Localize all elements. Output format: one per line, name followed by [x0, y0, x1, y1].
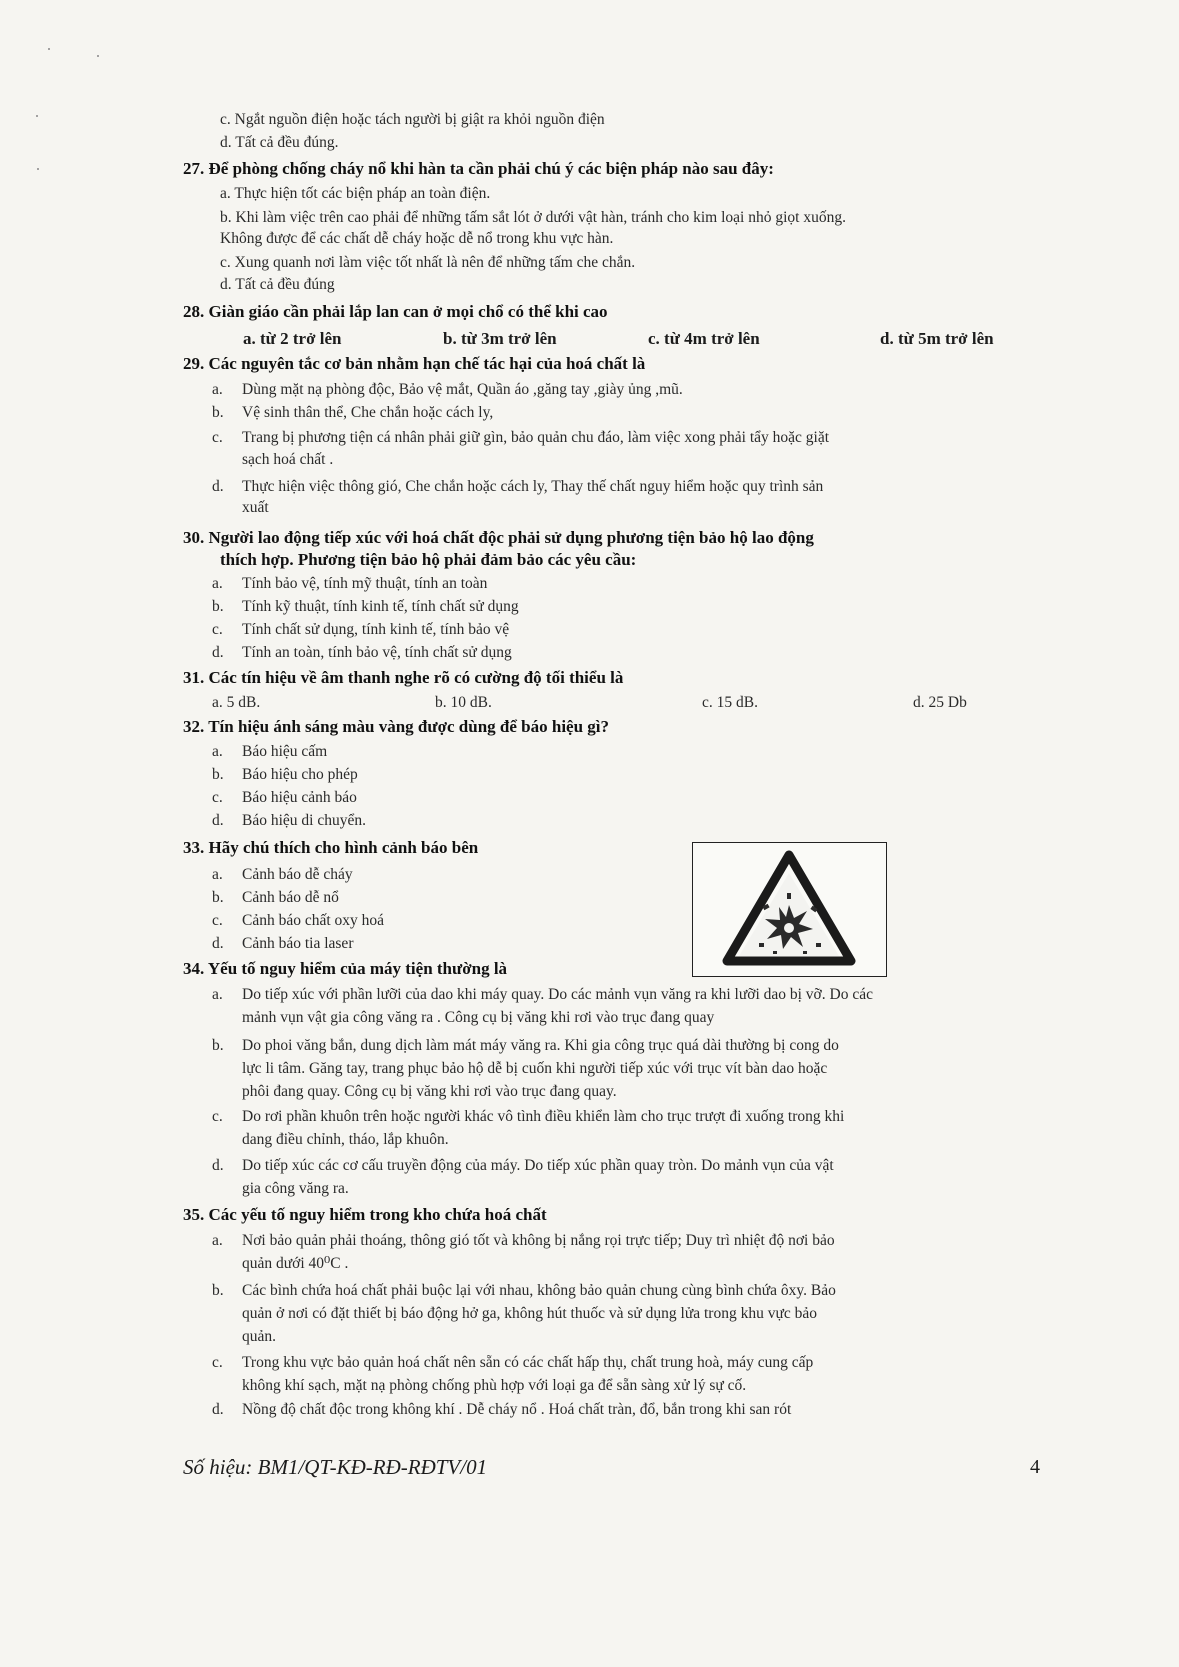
q34-option-b-cont: lực li tâm. Găng tay, trang phục bảo hộ dễ bị cuốn khi người tiếp xúc với trục vít bàn dao hoặc [242, 1060, 828, 1077]
option-text: Báo hiệu cấm [242, 743, 328, 760]
question-29: 29. Các nguyên tắc cơ bản nhằm hạn chế tác hại của hoá chất là [183, 354, 646, 373]
option-letter: d. [212, 644, 224, 661]
option-letter: b. [212, 766, 224, 783]
q33-option-d [212, 934, 353, 954]
q28-option-c: c. từ 4m trở lên [648, 329, 760, 348]
option-letter: d. [212, 1401, 224, 1418]
option-text: Trong khu vực bảo quản hoá chất nên sẵn có các chất hấp thụ, chất trung hoà, máy cung cấp [242, 1354, 814, 1371]
q35-option-b [212, 1281, 836, 1301]
q27-option-b-cont: Không được để các chất dễ cháy hoặc dễ nổ trong khu vực hàn. [220, 230, 614, 247]
q32-option-b [212, 765, 358, 785]
option-text: Tính an toàn, tính bảo vệ, tính chất sử dụng [242, 644, 512, 661]
q34-option-b [212, 1036, 839, 1056]
q31-option-a: a. 5 dB. [212, 694, 261, 711]
option-text: Do phoi văng bắn, dung dịch làm mát máy văng ra. Khi gia công trục quá dài thường bị cong do [242, 1037, 839, 1054]
option-letter: c. [212, 912, 223, 929]
option-letter: c. [212, 621, 223, 638]
q28-option-b: b. từ 3m trở lên [443, 329, 557, 348]
option-text: Tính chất sử dụng, tính kinh tế, tính bảo vệ [242, 621, 510, 638]
q34-option-d [212, 1156, 834, 1176]
q32-option-d [212, 811, 366, 831]
q35-option-a-cont: quản dưới 40⁰C . [242, 1255, 349, 1272]
option-letter: c. [212, 429, 223, 446]
option-letter: c. [212, 1108, 223, 1125]
option-letter: d. [212, 935, 224, 952]
option-text: Do tiếp xúc các cơ cấu truyền động của máy. Do tiếp xúc phần quay tròn. Do mảnh vụn của vật [242, 1157, 834, 1174]
option-letter: d. [212, 812, 224, 829]
option-text: Báo hiệu di chuyển. [242, 812, 366, 829]
q33-option-a [212, 865, 353, 885]
question-28: 28. Giàn giáo cần phải lắp lan can ở mọi chổ có thể khi cao [183, 302, 608, 321]
q35-option-b-cont: quản ở nơi có đặt thiết bị báo động hở ga, không hút thuốc và sử dụng lửa trong khu vực bảo [242, 1305, 817, 1322]
scan-speck [36, 115, 38, 117]
question-32: 32. Tín hiệu ánh sáng màu vàng được dùng để báo hiệu gì? [183, 717, 610, 736]
scan-speck [37, 168, 39, 170]
option-text: Tính bảo vệ, tính mỹ thuật, tính an toàn [242, 575, 488, 592]
option-text: Dùng mặt nạ phòng độc, Bảo vệ mắt, Quần áo ,găng tay ,giày ủng ,mũ. [242, 381, 683, 398]
q35-option-d [212, 1400, 791, 1420]
option-letter: b. [212, 404, 224, 421]
explosive-warning-sign [692, 842, 887, 977]
q34-option-b-cont2: phôi đang quay. Công cụ bị văng khi rơi vào trục đang quay. [242, 1083, 617, 1100]
option-letter: a. [212, 1232, 223, 1249]
q27-option-d: d. Tất cả đều đúng [220, 276, 335, 293]
q35-option-a [212, 1231, 835, 1251]
option-text: Nơi bảo quản phải thoáng, thông gió tốt và không bị nắng rọi trực tiếp; Duy trì nhiệt độ nơi bảo [242, 1232, 835, 1249]
q29-option-d-cont: xuất [242, 499, 269, 516]
question-27: 27. Để phòng chống cháy nổ khi hàn ta cần phải chú ý các biện pháp nào sau đây: [183, 159, 774, 178]
option-text: Do tiếp xúc với phần lưỡi của dao khi máy quay. Do các mảnh vụn văng ra khi lưỡi dao bị vỡ. Do các [242, 986, 873, 1003]
q27-option-b: b. Khi làm việc trên cao phải để những tấm sắt lót ở dưới vật hàn, tránh cho kim loại nhỏ giọt xuống. [220, 209, 846, 226]
option-text: Nồng độ chất độc trong không khí . Dễ cháy nổ . Hoá chất tràn, đổ, bắn trong khi san rót [242, 1401, 792, 1418]
option-text: Báo hiệu cảnh báo [242, 789, 357, 806]
scan-speck [97, 55, 99, 57]
option-text: Do rơi phần khuôn trên hoặc người khác vô tình điều khiển làm cho trục trượt đi xuống trong khi [242, 1108, 845, 1125]
option-text: Cảnh báo dễ nổ [242, 889, 339, 906]
q28-option-a: a. từ 2 trở lên [243, 329, 342, 348]
option-text: Thực hiện việc thông gió, Che chắn hoặc cách ly, Thay thế chất nguy hiểm hoặc quy trình sản [242, 478, 824, 495]
option-letter: a. [212, 575, 223, 592]
option-text: Báo hiệu cho phép [242, 766, 358, 783]
q35-option-c [212, 1353, 813, 1373]
option-letter: d. [212, 1157, 224, 1174]
q29-option-b [212, 403, 493, 423]
option-text: Vệ sinh thân thể, Che chắn hoặc cách ly, [242, 404, 494, 421]
q31-option-d: d. 25 Db [913, 694, 967, 711]
option-letter: a. [212, 743, 223, 760]
q35-option-c-cont: không khí sạch, mặt nạ phòng chống phù hợp với loại ga để sẵn sàng xử lý sự cố. [242, 1377, 747, 1394]
page-number: 4 [1030, 1456, 1040, 1478]
q29-option-d [212, 477, 823, 497]
option-letter: a. [212, 866, 223, 883]
q30-option-b [212, 597, 519, 617]
scan-speck [48, 48, 50, 50]
q29-option-c [212, 428, 829, 448]
option-letter: a. [212, 381, 223, 398]
question-34: 34. Yếu tố nguy hiểm của máy tiện thường là [183, 959, 508, 978]
q30-option-a [212, 574, 487, 594]
q34-option-a [212, 985, 873, 1005]
q27-option-c: c. Xung quanh nơi làm việc tốt nhất là nên để những tấm che chắn. [220, 254, 636, 271]
q31-option-b: b. 10 dB. [435, 694, 492, 711]
option-text: Trang bị phương tiện cá nhân phải giữ gìn, bảo quản chu đáo, làm việc xong phải tẩy hoặc giặt [242, 429, 830, 446]
option-c-prev: c. Ngắt nguồn điện hoặc tách người bị giật ra khỏi nguồn điện [220, 111, 605, 128]
q34-option-c [212, 1107, 844, 1127]
q31-option-c: c. 15 dB. [702, 694, 758, 711]
option-letter: c. [212, 1354, 223, 1371]
option-letter: d. [212, 478, 224, 495]
q33-option-c [212, 911, 384, 931]
explosion-triangle-icon [693, 843, 886, 976]
question-31: 31. Các tín hiệu về âm thanh nghe rõ có cường độ tối thiểu là [183, 668, 624, 687]
option-letter: b. [212, 1282, 224, 1299]
option-letter: a. [212, 986, 223, 1003]
option-text: Cảnh báo dễ cháy [242, 866, 353, 883]
document-code: Số hiệu: BM1/QT-KĐ-RĐ-RĐTV/01 [183, 1455, 488, 1479]
question-30: 30. Người lao động tiếp xúc với hoá chất độc phải sử dụng phương tiện bảo hộ lao động [183, 528, 814, 547]
option-text: Cảnh báo tia laser [242, 935, 354, 952]
option-letter: c. [212, 789, 223, 806]
q34-option-a-cont: mảnh vụn vật gia công văng ra . Công cụ bị văng khi rơi vào trục đang quay [242, 1009, 715, 1026]
q28-option-d: d. từ 5m trở lên [880, 329, 994, 348]
q32-option-a [212, 742, 327, 762]
option-text: Cảnh báo chất oxy hoá [242, 912, 385, 929]
q34-option-c-cont: dang điều chỉnh, tháo, lắp khuôn. [242, 1131, 449, 1148]
q27-option-a: a. Thực hiện tốt các biện pháp an toàn điện. [220, 185, 491, 202]
q35-option-b-cont2: quản. [242, 1328, 277, 1345]
q30-option-d [212, 643, 512, 663]
option-letter: b. [212, 1037, 224, 1054]
q29-option-c-cont: sạch hoá chất . [242, 451, 334, 468]
question-33: 33. Hãy chú thích cho hình cảnh báo bên [183, 838, 479, 857]
option-text: Tính kỹ thuật, tính kinh tế, tính chất sử dụng [242, 598, 519, 615]
option-text: Các bình chứa hoá chất phải buộc lại với nhau, không bảo quản chung cùng bình chứa ôxy. Bảo [242, 1282, 836, 1299]
question-30-cont: thích hợp. Phương tiện bảo hộ phải đảm bảo các yêu cầu: [220, 550, 637, 569]
q33-option-b [212, 888, 339, 908]
q32-option-c [212, 788, 357, 808]
q34-option-d-cont: gia công văng ra. [242, 1180, 349, 1197]
option-letter: b. [212, 889, 224, 906]
option-d-prev: d. Tất cả đều đúng. [220, 134, 339, 151]
q29-option-a [212, 380, 683, 400]
question-35: 35. Các yếu tố nguy hiểm trong kho chứa hoá chất [183, 1205, 547, 1224]
option-letter: b. [212, 598, 224, 615]
q30-option-c [212, 620, 509, 640]
